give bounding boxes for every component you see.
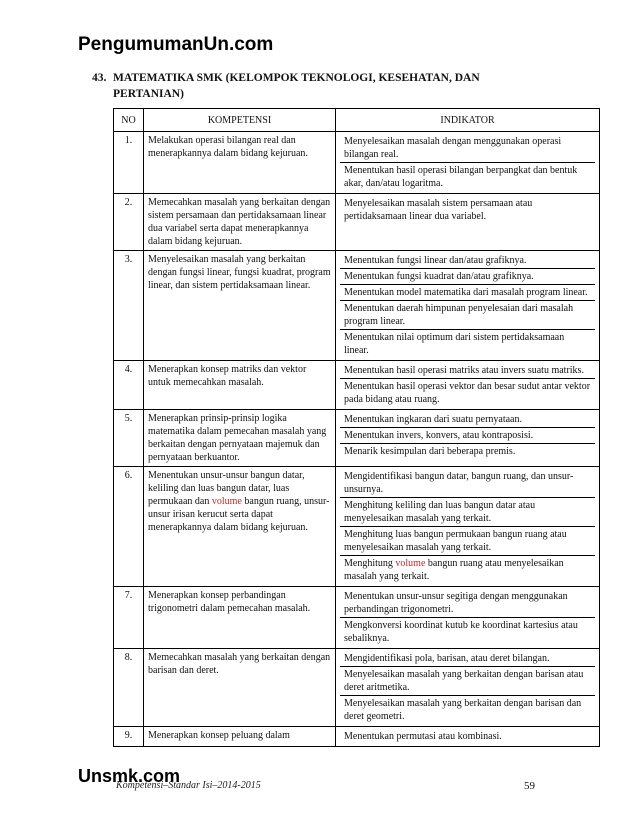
competency-text: Menyelesaikan masalah yang berkaitan dengan fungsi linear, fungsi kuadrat, program linear, dan sistem pertidaksamaan linear. — [144, 251, 336, 361]
indicator-item: Menyelesaikan masalah yang berkaitan dengan barisan atau deret aritmetika. — [340, 666, 595, 695]
competency-text — [144, 467, 336, 587]
row-number: 6. — [114, 467, 144, 587]
row-number: 9. — [114, 727, 144, 747]
indicator-item: Menentukan hasil operasi matriks atau invers suatu matriks. — [344, 365, 584, 376]
competency-text-part: bangun ruang, unsur-unsur irisan kerucut serta dapat menerapkannya dalam bidang kejuruan. — [148, 496, 330, 533]
row-number: 2. — [114, 194, 144, 251]
competency-text: Melakukan operasi bilangan real dan menerapkannya dalam bidang kejuruan. — [144, 132, 336, 194]
row-number: 5. — [114, 410, 144, 467]
highlighted-term: volume — [395, 558, 426, 569]
indicator-item: Menentukan daerah himpunan penyelesaian dari masalah program linear. — [340, 300, 595, 329]
table-row — [114, 132, 600, 194]
indicator-list — [336, 410, 600, 467]
table-row — [114, 361, 600, 410]
indicator-item: Menyelesaikan masalah sistem persamaan atau pertidaksamaan linear dua variabel. — [344, 198, 533, 222]
indicator-list — [336, 194, 600, 251]
competency-table — [113, 108, 600, 747]
table-row — [114, 727, 600, 747]
indicator-list — [336, 132, 600, 194]
indicator-item: Menentukan nilai optimum dari sistem pertidaksamaan linear. — [340, 329, 595, 358]
header-indikator: INDIKATOR — [336, 109, 600, 132]
competency-text: Memecahkan masalah yang berkaitan dengan sistem persamaan dan pertidaksamaan linear dua variabel serta dapat menerapkannya dalam bidang kejuruan. — [144, 194, 336, 251]
indicator-item: Mengidentifikasi pola, barisan, atau deret bilangan. — [344, 653, 550, 664]
page-number: 59 — [524, 780, 535, 792]
indicator-list — [336, 649, 600, 727]
indicator-list — [336, 587, 600, 649]
indicator-item: Menyelesaikan masalah dengan menggunakan operasi bilangan real. — [344, 136, 562, 160]
indicator-item: Menentukan hasil operasi bilangan berpangkat dan bentuk akar, dan/atau logaritma. — [340, 162, 595, 191]
site-header-logo: PengumumanUn.com — [78, 34, 274, 55]
indicator-item: Menentukan fungsi linear dan/atau grafiknya. — [344, 255, 527, 266]
header-no: NO — [114, 109, 144, 132]
row-number: 7. — [114, 587, 144, 649]
indicator-item: Menentukan fungsi kuadrat dan/atau grafiknya. — [340, 268, 595, 284]
row-number: 4. — [114, 361, 144, 410]
footer-logo: Unsmk.com — [78, 766, 181, 786]
competency-text-part: Menentukan unsur-unsur bangun datar, keliling dan luas bangun datar, luas permukaan dan — [148, 470, 305, 507]
indicator-item: Menarik kesimpulan dari beberapa premis. — [340, 443, 595, 459]
table-row — [114, 587, 600, 649]
indicator-item: Menentukan invers, konvers, atau kontraposisi. — [340, 427, 595, 443]
header-kompetensi: KOMPETENSI — [144, 109, 336, 132]
table-row — [114, 467, 600, 587]
indicator-list — [336, 251, 600, 361]
table-header-row — [114, 109, 600, 132]
table-row — [114, 410, 600, 467]
competency-text: Menerapkan konsep peluang dalam — [144, 727, 336, 747]
row-number: 3. — [114, 251, 144, 361]
indicator-item: Menentukan unsur-unsur segitiga dengan menggunakan perbandingan trigonometri. — [344, 591, 568, 615]
indicator-item: Menentukan model matematika dari masalah program linear. — [340, 284, 595, 300]
indicator-list — [336, 727, 600, 747]
competency-text: Menerapkan konsep perbandingan trigonometri dalam pemecahan masalah. — [144, 587, 336, 649]
competency-text: Menerapkan konsep matriks dan vektor untuk memecahkan masalah. — [144, 361, 336, 410]
row-number: 1. — [114, 132, 144, 194]
table-row — [114, 194, 600, 251]
indicator-item: Menentukan permutasi atau kombinasi. — [344, 731, 502, 742]
section-title-line1: MATEMATIKA SMK (KELOMPOK TEKNOLOGI, KESEHATAN, DAN — [113, 72, 480, 84]
row-number: 8. — [114, 649, 144, 727]
indicator-item: Menghitung luas bangun permukaan bangun ruang atau menyelesaikan masalah yang terkait. — [340, 526, 595, 555]
footer-caption: Kompetensi–Standar Isi–2014-2015 — [116, 780, 261, 791]
section-number: 43. — [92, 72, 107, 84]
table-row — [114, 251, 600, 361]
indicator-item: Mengidentifikasi bangun datar, bangun ruang, dan unsur-unsurnya. — [344, 471, 574, 495]
indicator-item: Menghitung keliling dan luas bangun datar atau menyelesaikan masalah yang terkait. — [340, 497, 595, 526]
indicator-item: Mengkonversi koordinat kutub ke koordinat kartesius atau sebaliknya. — [340, 617, 595, 646]
section-title-line2: PERTANIAN) — [113, 88, 184, 100]
table-row — [114, 649, 600, 727]
section-title — [92, 70, 552, 102]
indicator-list — [336, 467, 600, 587]
indicator-item: Menentukan hasil operasi vektor dan besar sudut antar vektor pada bidang atau ruang. — [340, 378, 595, 407]
competency-text: Memecahkan masalah yang berkaitan dengan barisan dan deret. — [144, 649, 336, 727]
indicator-text-part: Menghitung — [344, 558, 396, 569]
indicator-item — [340, 555, 595, 584]
competency-text: Menerapkan prinsip-prinsip logika matematika dalam pemecahan masalah yang berkaitan dengan pernyataan majemuk dan pernyataan berkuantor. — [144, 410, 336, 467]
indicator-list — [336, 361, 600, 410]
highlighted-term: volume — [211, 496, 242, 507]
indicator-text-part: bangun ruang atau menyelesaikan masalah yang terkait. — [344, 558, 564, 582]
indicator-item: Menentukan ingkaran dari suatu pernyataan. — [344, 414, 522, 425]
indicator-item: Menyelesaikan masalah yang berkaitan dengan barisan dan deret geometri. — [340, 695, 595, 724]
